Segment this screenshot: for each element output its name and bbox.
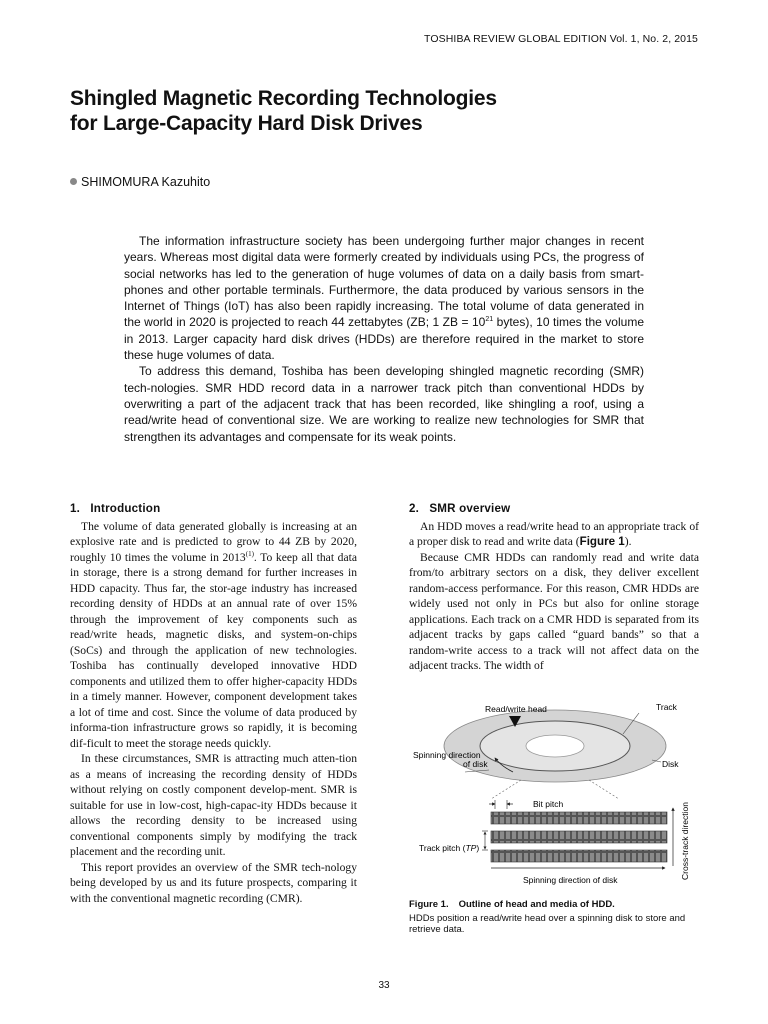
section-heading-introduction: 1. Introduction: [70, 502, 161, 515]
body-paragraph: [70, 519, 357, 752]
body-text: ).: [624, 535, 632, 548]
page-number: 33: [378, 980, 390, 991]
label-spinning-direction-bottom: Spinning direction of disk: [523, 875, 618, 885]
label-spinning-direction-2: of disk: [463, 759, 488, 769]
title-line-1: Shingled Magnetic Recording Technologies: [70, 87, 497, 110]
label-track-pitch: Track pitch (TP): [419, 843, 480, 853]
abstract-text: bytes), 10 times the volume in 2013. Larger capacity hard disk drives (HDDs) are therefore required in the market to store these huge volumes of data.: [124, 315, 644, 363]
label-disk: Disk: [662, 759, 679, 769]
caption-title: Outline of head and media of HDD.: [458, 899, 615, 910]
abstract-paragraph-2: To address this demand, Toshiba has been developing shingled magnetic recording (SMR) tech-nologies. SMR HDD record data in a narrower track pitch than conventional HDDs by overwriting a part of the adjacent track that has been recorded, like shingling a roof, using a read/write head of conventional size. We are working to realize new technologies for SMR that strengthen its advantages and compensate for its weak points.: [124, 364, 644, 444]
author-name: SHIMOMURA Kazuhito: [81, 175, 211, 189]
body-paragraph: Because CMR HDDs can randomly read and write data from/to arbitrary sectors on a disk, they deliver excellent random-access performance. For this reason, CMR HDDs are widely used not only in PCs but also for online storage applications. Each track on a CMR HDD is separated from its adjacent tracks by gaps called “guard bands” so that a random-write access to a track will not affect data on the adjacent tracks. The width of: [409, 550, 699, 672]
body-text: The volume of data generated globally is increasing at an explosive rate and is predicted to grow to 44 ZB by 2020, roughly 10 times the volume in 2013: [70, 519, 357, 564]
figure-1: [409, 696, 703, 891]
caption-title-line: [409, 899, 703, 911]
body-paragraph: [409, 519, 699, 550]
journal-volume: Vol. 1, No. 2, 2015: [609, 33, 698, 45]
track-strip-2: [491, 831, 667, 843]
track-strip-1: [491, 812, 667, 824]
abstract-paragraph-1: [124, 233, 644, 363]
body-paragraph: In these circumstances, SMR is attracting much atten-tion as a means of increasing the recording density of HDDs without relying on costly component develop-ment. SMR is suitable for use in low-cost, high-capac-ity HDDs because it allows the recording density to be increased using conventional components simply by modifying the track placement and the recording unit.: [70, 752, 357, 858]
right-column: [409, 501, 699, 674]
abstract: [124, 233, 644, 445]
label-read-write-head: Read/write head: [485, 704, 547, 714]
label-spinning-direction-1: Spinning direction: [413, 750, 481, 760]
label-bit-pitch: Bit pitch: [533, 799, 564, 809]
caption-text: HDDs position a read/write head over a spinning disk to store and retrieve data.: [409, 912, 686, 935]
figure-caption: [409, 899, 703, 936]
caption-number: Figure 1.: [409, 899, 449, 910]
track-strip-3: [491, 850, 667, 862]
journal-header: [424, 33, 698, 45]
label-cross-track-direction: Cross-track direction: [680, 802, 690, 880]
title-line-2: for Large-Capacity Hard Disk Drives: [70, 112, 423, 135]
section-heading-smr-overview: 2. SMR overview: [409, 502, 511, 515]
body-paragraph: This report provides an overview of the SMR tech-nology being developed by us and its future prospects, comparing it with the conventional magnetic recording (CMR).: [70, 860, 357, 905]
abstract-text: The information infrastructure society has been undergoing further major changes in recent years. Whereas most digital data were formerly created by individuals using PCs, the progress of social networks has led to the generation of huge volumes of data on a daily basis from smart-phones and other portable terminals. Furthermore, the data produced by various sensors in the Internet of Things (IoT) has also been rapidly increasing. The total volume of data generated in the world in 2020 is projected to reach 44 zettabytes (ZB; 1 ZB = 10: [124, 234, 644, 330]
body-text: . To keep all that data in storage, there is a strong demand for further increases in HDD capacity. Thus far, the stor-age industry has increased recording density of HDDs at an annual rate of over 15% through the improvement of key components such as read/write heads, magnetic disks, and system-on-chips (SoCs) and through the application of new technologies. Toshiba has continually developed innovative HDD components and utilized them to offer higher-capacity HDDs in a timely manner. However, component development takes a lot of time and cost. Since the volume of data produced by informa-tion infrastructure grows so rapidly, it is becoming dif-ficult to meet the storage needs quickly.: [70, 550, 357, 750]
figure-reference[interactable]: Figure 1: [579, 535, 625, 548]
journal-name: TOSHIBA REVIEW GLOBAL EDITION: [424, 33, 607, 45]
label-track: Track: [656, 702, 677, 712]
body-text: An HDD moves a read/write head to an appropriate track of a proper disk to read and write data (: [409, 519, 699, 548]
bullet-icon: [70, 178, 77, 185]
article-title: [70, 86, 590, 136]
citation-ref[interactable]: (1): [245, 549, 254, 558]
disk-hub: [526, 735, 584, 757]
author-line: [70, 175, 210, 189]
left-column: [70, 501, 357, 906]
superscript: 21: [485, 316, 494, 324]
